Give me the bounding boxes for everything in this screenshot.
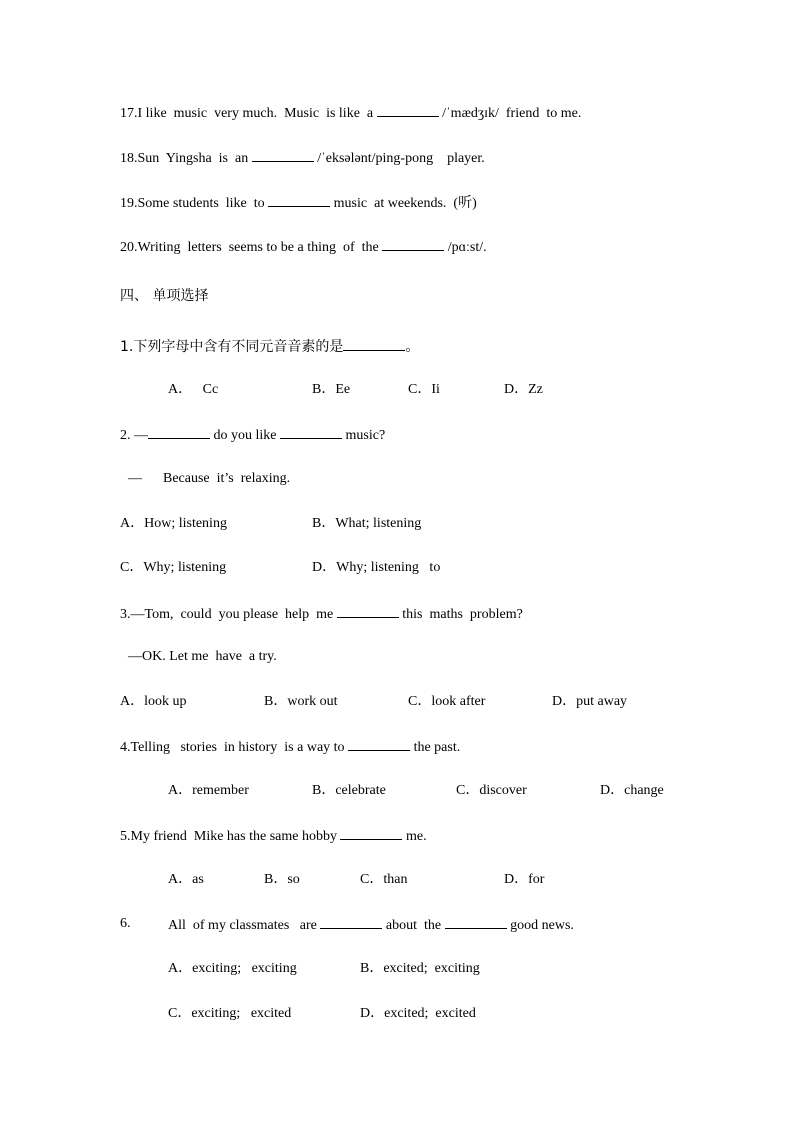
question-6-number: 6.: [120, 916, 131, 931]
question-20: [120, 237, 487, 257]
question-4-stem: [120, 737, 460, 757]
q5-text-after: me.: [402, 829, 427, 844]
q3-option-b[interactable]: B．work out: [264, 694, 338, 709]
q1-text-after: 。: [405, 339, 420, 355]
q2-option-d[interactable]: D．Why; listening to: [312, 560, 441, 575]
q3-reply: —OK. Let me have a try.: [128, 649, 277, 664]
q6-option-d[interactable]: D．excited; excited: [360, 1006, 476, 1021]
q20-text-before: 20.Writing letters seems to be a thing of the: [120, 240, 383, 255]
q5-text-before: 5.My friend Mike has the same hobby: [120, 829, 341, 844]
q6-option-a[interactable]: A．exciting; exciting: [168, 961, 297, 976]
question-19: [120, 193, 477, 213]
q3-text-before: 3.—Tom, could you please help me: [120, 607, 337, 622]
question-6-stem: [168, 915, 574, 935]
answer-blank[interactable]: [343, 337, 405, 351]
q6-text-before: All of my classmates are: [168, 918, 321, 933]
q19-text-after: music at weekends. (听): [330, 196, 477, 211]
q2-option-a[interactable]: A．How; listening: [120, 516, 227, 531]
q2-text-after: music?: [342, 428, 386, 443]
q3-option-d[interactable]: D．put away: [552, 694, 628, 709]
answer-blank[interactable]: [252, 148, 314, 162]
q3-option-a[interactable]: A．look up: [120, 694, 187, 709]
question-3-stem: [120, 604, 523, 624]
answer-blank[interactable]: [280, 425, 342, 439]
question-2-stem: [120, 425, 385, 445]
answer-blank[interactable]: [340, 826, 402, 840]
q17-text-after: /ˈmædʒɪk/ friend to me.: [438, 106, 582, 121]
q6-option-b[interactable]: B．excited; exciting: [360, 961, 480, 976]
question-1-stem: [120, 337, 419, 356]
q18-text-after: /ˈeksələnt/ping-pong player.: [313, 151, 485, 166]
answer-blank[interactable]: [148, 425, 210, 439]
q1-option-b[interactable]: B．Ee: [312, 382, 351, 397]
q6-text-after: good news.: [506, 918, 574, 933]
question-17: [120, 103, 581, 123]
q1-text-before: 1.下列字母中含有不同元音音素的是: [120, 339, 344, 355]
q6-text-mid: about the: [382, 918, 445, 933]
q2-option-c[interactable]: C．Why; listening: [120, 560, 227, 575]
q1-option-d[interactable]: D．Zz: [504, 382, 543, 397]
q18-text-before: 18.Sun Yingsha is an: [120, 151, 252, 166]
q2-text-before: 2. —: [120, 428, 148, 443]
q3-text-after: this maths problem?: [398, 607, 523, 622]
q6-option-c[interactable]: C．exciting; excited: [168, 1006, 292, 1021]
answer-blank[interactable]: [377, 103, 439, 117]
q5-option-a[interactable]: A．as: [168, 872, 204, 887]
q20-text-after: /pɑːst/.: [444, 240, 487, 255]
answer-blank[interactable]: [320, 915, 382, 929]
q1-option-a[interactable]: A． Cc: [168, 382, 219, 397]
q2-option-b[interactable]: B．What; listening: [312, 516, 422, 531]
answer-blank[interactable]: [348, 737, 410, 751]
section-title: 四、 单项选择: [120, 288, 209, 304]
q19-text-before: 19.Some students like to: [120, 196, 269, 211]
q5-option-c[interactable]: C．than: [360, 872, 408, 887]
q4-option-d[interactable]: D．change: [600, 783, 664, 798]
q2-text-mid: do you like: [210, 428, 280, 443]
answer-blank[interactable]: [445, 915, 507, 929]
q17-text-before: 17.I like music very much. Music is like a: [120, 106, 377, 121]
q4-option-c[interactable]: C．discover: [456, 783, 527, 798]
answer-blank[interactable]: [337, 604, 399, 618]
q4-option-b[interactable]: B．celebrate: [312, 783, 386, 798]
q4-option-a[interactable]: A．remember: [168, 783, 249, 798]
q2-reply: — Because it’s relaxing.: [128, 471, 291, 486]
q1-option-c[interactable]: C．Ii: [408, 382, 440, 397]
q5-option-d[interactable]: D．for: [504, 872, 545, 887]
question-18: [120, 148, 485, 168]
answer-blank[interactable]: [268, 193, 330, 207]
question-5-stem: [120, 826, 427, 846]
q3-option-c[interactable]: C．look after: [408, 694, 486, 709]
answer-blank[interactable]: [382, 237, 444, 251]
q4-text-before: 4.Telling stories in history is a way to: [120, 740, 349, 755]
q5-option-b[interactable]: B．so: [264, 872, 300, 887]
q4-text-after: the past.: [410, 740, 461, 755]
